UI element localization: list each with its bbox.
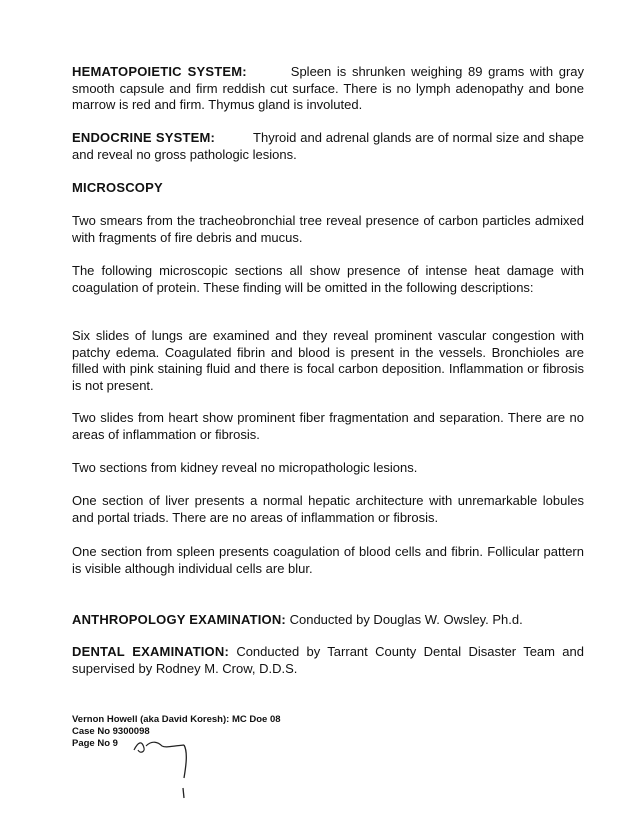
- footer-page-number: Page No 9: [72, 738, 118, 749]
- anthropology-section: [72, 612, 584, 629]
- microscopy-paragraph-kidney: Two sections from kidney reveal no micropathologic lesions.: [72, 460, 418, 475]
- hematopoietic-text: Spleen is shrunken weighing 89 grams with gray smooth capsule and firm reddish cut surface. There is no lymph adenopathy and bone marrow is red and firm. Thymus gland is involuted.: [72, 64, 584, 112]
- anthropology-text: Conducted by Douglas W. Owsley. Ph.d.: [289, 612, 523, 627]
- dental-section: [72, 644, 584, 677]
- footer-subject-line: Vernon Howell (aka David Koresh): MC Doe 08: [72, 714, 281, 725]
- endocrine-heading: ENDOCRINE SYSTEM:: [72, 130, 216, 145]
- hematopoietic-heading: HEMATOPOIETIC SYSTEM:: [72, 64, 247, 79]
- microscopy-paragraph-liver: One section of liver presents a normal hepatic architecture with unremarkable lobules and portal triads. There are no areas of inflammation or fibrosis.: [72, 493, 584, 525]
- microscopy-paragraph-spleen: One section from spleen presents coagulation of blood cells and fibrin. Follicular pattern is visible although individual cells are blur.: [72, 544, 584, 576]
- microscopy-heading: MICROSCOPY: [72, 180, 163, 195]
- microscopy-paragraph-heat-damage: The following microscopic sections all show presence of intense heat damage with coagulation of protein. These finding will be omitted in the following descriptions:: [72, 263, 584, 295]
- endocrine-section: [72, 130, 584, 163]
- microscopy-paragraph-lungs: Six slides of lungs are examined and they reveal prominent vascular congestion with patchy edema. Coagulated fibrin and blood is present in the vessels. Bronchioles are filled with pink staining fluid and there is focal carbon deposition. Inflammation or fibrosis is not present.: [72, 328, 584, 393]
- hematopoietic-section: [72, 64, 584, 114]
- microscopy-paragraph-heart: Two slides from heart show prominent fiber fragmentation and separation. There are no areas of inflammation or fibrosis.: [72, 410, 584, 442]
- microscopy-paragraph-smears: Two smears from the tracheobronchial tree reveal presence of carbon particles admixed with fragments of fire debris and mucus.: [72, 213, 584, 245]
- footer-case-number: Case No 9300098: [72, 726, 150, 737]
- dental-text: Conducted by Tarrant County Dental Disaster Team and supervised by Rodney M. Crow, D.D.S.: [72, 644, 584, 676]
- handwritten-initials: [128, 738, 208, 808]
- dental-heading: DENTAL EXAMINATION:: [72, 644, 229, 659]
- endocrine-text: Thyroid and adrenal glands are of normal size and shape and reveal no gross pathologic lesions.: [72, 130, 584, 162]
- anthropology-heading: ANTHROPOLOGY EXAMINATION:: [72, 612, 286, 627]
